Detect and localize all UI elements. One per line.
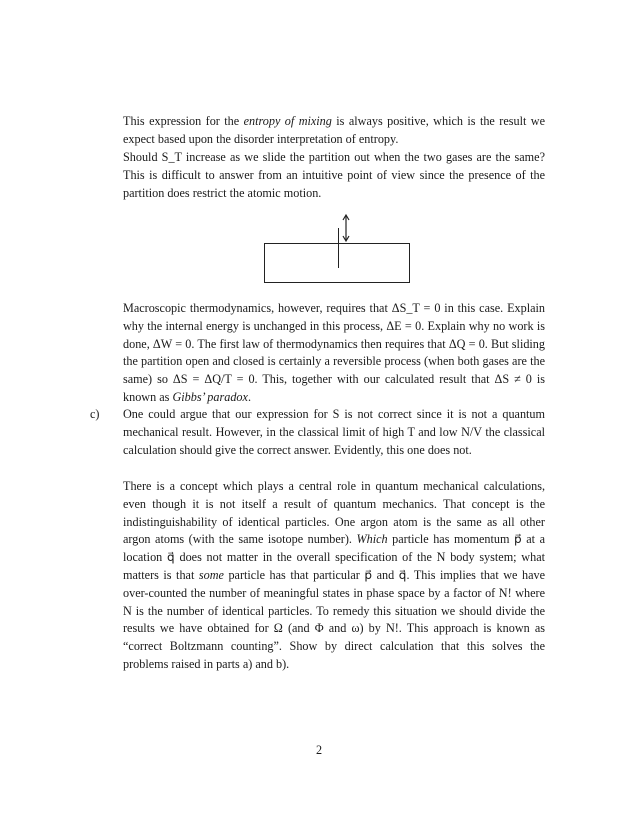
text-run: . bbox=[247, 389, 251, 404]
emphasis-some: some bbox=[198, 567, 224, 582]
gas-container-box bbox=[264, 243, 410, 283]
text-run: is always positive, which is the result we expect based upon the disorder interpretation of entropy. bbox=[123, 114, 545, 146]
double-arrow-icon bbox=[340, 213, 352, 243]
partition-diagram bbox=[264, 213, 412, 285]
text-run: This expression for the bbox=[123, 114, 244, 128]
paragraph-boltzmann-counting bbox=[123, 478, 545, 674]
emphasis-which: Which bbox=[356, 532, 388, 547]
text-run: There is a concept which plays a central role in quantum mechanical calculations, even though it is not itself a result of quantum mechanics. That concept is the indistinguishability of identical particles. One argon atom is the same as all other argon atoms (with the same isotope number). bbox=[123, 479, 545, 547]
item-label-c: c) bbox=[90, 407, 100, 421]
text-run: Macroscopic thermodynamics, however, requires that ΔS_T = 0 in this case. Explain why the internal energy is unchanged in this process, ΔE = 0. Explain why no work is done, ΔW = 0. The first law of thermodynamics then requires that ΔQ = 0. But sliding the partition open and closed is certainly a reversible process (when both gases are the same) so ΔS = ΔQ/T = 0. This, together with our calculated result that ΔS ≠ 0 is known as bbox=[123, 301, 545, 404]
page-number: 2 bbox=[315, 743, 323, 757]
text-run: particle has that particular p⃗ and q⃗. This implies that we have over-counted the number of meaningful states in phase space by a factor of N! where N is the number of identical particles. To remedy this situation we should divide the results we have obtained for Ω (and Φ and ω) by N!. This approach is known as “correct Boltzmann counting”. Show by direct calculation that this solves the problems raised in parts a) and b). bbox=[123, 567, 545, 671]
emphasis-gibbs-paradox: Gibbs’ paradox bbox=[172, 389, 248, 404]
emphasis-entropy-of-mixing: entropy of mixing bbox=[243, 114, 332, 128]
paragraph-partition-question: Should S_T increase as we slide the partition out when the two gases are the same? This is difficult to answer from an intuitive point of view since the presence of the partition does restrict the atomic motion. bbox=[123, 150, 545, 200]
paragraph-gibbs-paradox bbox=[123, 300, 545, 407]
text-run: particle has momentum p⃗ at a location q⃗ does not matter in the overall specification of the N body system; what matters is that bbox=[123, 532, 545, 582]
paragraph-part-c: One could argue that our expression for S is not correct since it is not a quantum mechanical result. However, in the classical limit of high T and low N/V the classical calculation should give the correct answer. Evidently, this one does not. bbox=[123, 407, 545, 457]
partition-wall bbox=[338, 228, 339, 268]
paragraph-entropy-of-mixing bbox=[123, 113, 545, 149]
